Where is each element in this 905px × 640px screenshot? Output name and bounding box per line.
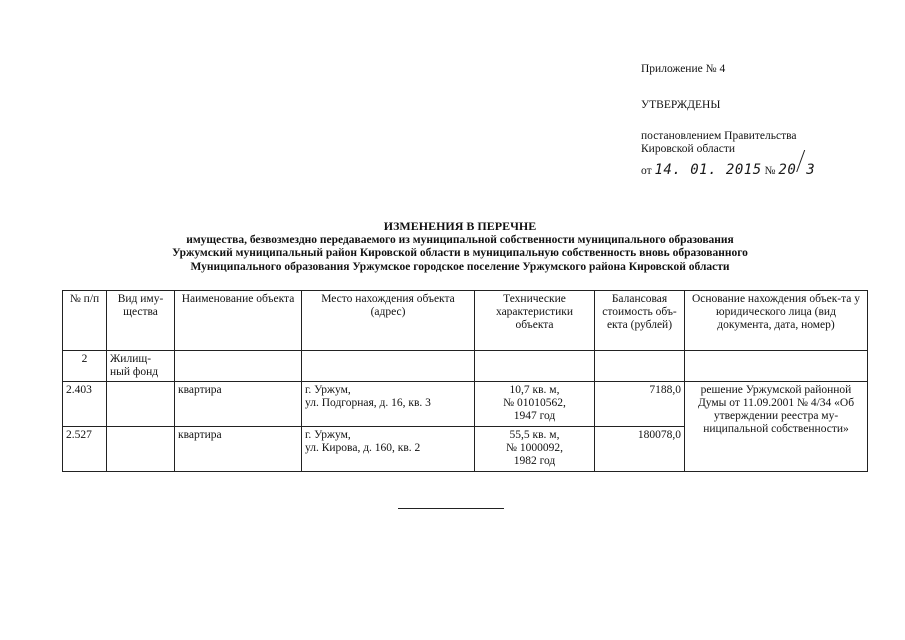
tech-line-2: № 01010562, — [503, 397, 566, 409]
address-line-2: ул. Подгорная, д. 16, кв. 3 — [305, 397, 431, 409]
address-line-2: ул. Кирова, д. 160, кв. 2 — [305, 442, 421, 454]
handwritten-date: 14. 01. 2015 — [654, 162, 762, 178]
title-line-2: имущества, безвозмездно передаваемого из муниципальной собственности муниципального образования — [186, 233, 734, 246]
empty-cell — [302, 351, 475, 382]
row-name: квартира — [175, 427, 302, 472]
row-address — [302, 382, 475, 427]
approved-label: УТВЕРЖДЕНЫ — [641, 99, 721, 111]
title-main: ИЗМЕНЕНИЯ В ПЕРЕЧНЕ — [383, 219, 537, 233]
decree-line-2: Кировской области — [641, 143, 736, 155]
title-line-4: Муниципального образования Уржумское городское поселение Уржумского района Кировской области — [190, 260, 730, 273]
empty-cell — [475, 351, 595, 382]
group-kind: Жилищ-ный фонд — [107, 351, 175, 382]
row-basis: решение Уржумской районной Думы от 11.09.2001 № 4/34 «Об утверждении реестра му-ниципальной собственности» — [685, 382, 868, 472]
row-cost: 180078,0 — [595, 427, 685, 472]
row-cost: 7188,0 — [595, 382, 685, 427]
property-table — [62, 290, 868, 472]
approval-block — [641, 63, 861, 178]
header-cell-cost: Балансовая стоимость объ-екта (рублей) — [595, 291, 685, 351]
handwritten-number-part-1: 20 — [778, 162, 797, 178]
row-name: квартира — [175, 382, 302, 427]
address-line-1: г. Уржум, — [305, 429, 351, 441]
number-prefix: № — [764, 165, 776, 177]
header-cell-basis: Основание нахождения объек-та у юридического лица (вид документа, дата, номер) — [685, 291, 868, 351]
row-kind — [107, 382, 175, 427]
tech-line-1: 55,5 кв. м, — [509, 429, 560, 441]
decree-line-1: постановлением Правительства — [641, 130, 797, 142]
empty-cell — [685, 351, 868, 382]
document-title — [90, 220, 830, 274]
row-num: 2.527 — [63, 427, 107, 472]
row-kind — [107, 427, 175, 472]
header-cell-address: Место нахождения объекта (адрес) — [302, 291, 475, 351]
footer-divider-line — [398, 508, 504, 509]
tech-line-3: 1982 год — [513, 455, 556, 467]
tech-line-2: № 1000092, — [506, 442, 563, 454]
annex-label: Приложение № 4 — [641, 63, 726, 75]
header-cell-kind: Вид иму-щества — [107, 291, 175, 351]
row-tech — [475, 427, 595, 472]
address-line-1: г. Уржум, — [305, 384, 351, 396]
tech-line-1: 10,7 кв. м, — [509, 384, 560, 396]
row-address — [302, 427, 475, 472]
empty-cell — [595, 351, 685, 382]
title-line-3: Уржумский муниципальный район Кировской области в муниципальную собственность вновь образованного — [172, 247, 748, 259]
group-num: 2 — [63, 351, 107, 382]
table-group-row — [63, 351, 868, 382]
decree-date-line — [641, 156, 861, 178]
row-tech — [475, 382, 595, 427]
header-cell-name: Наименование объекта — [175, 291, 302, 351]
row-num: 2.403 — [63, 382, 107, 427]
date-prefix: от — [641, 165, 652, 177]
header-cell-tech: Технические характеристики объекта — [475, 291, 595, 351]
table-header-row — [63, 291, 868, 351]
empty-cell — [175, 351, 302, 382]
table-row — [63, 382, 868, 427]
handwritten-number-part-2: 3 — [806, 162, 816, 178]
tech-line-3: 1947 год — [513, 410, 556, 422]
header-cell-num: № п/п — [63, 291, 107, 351]
